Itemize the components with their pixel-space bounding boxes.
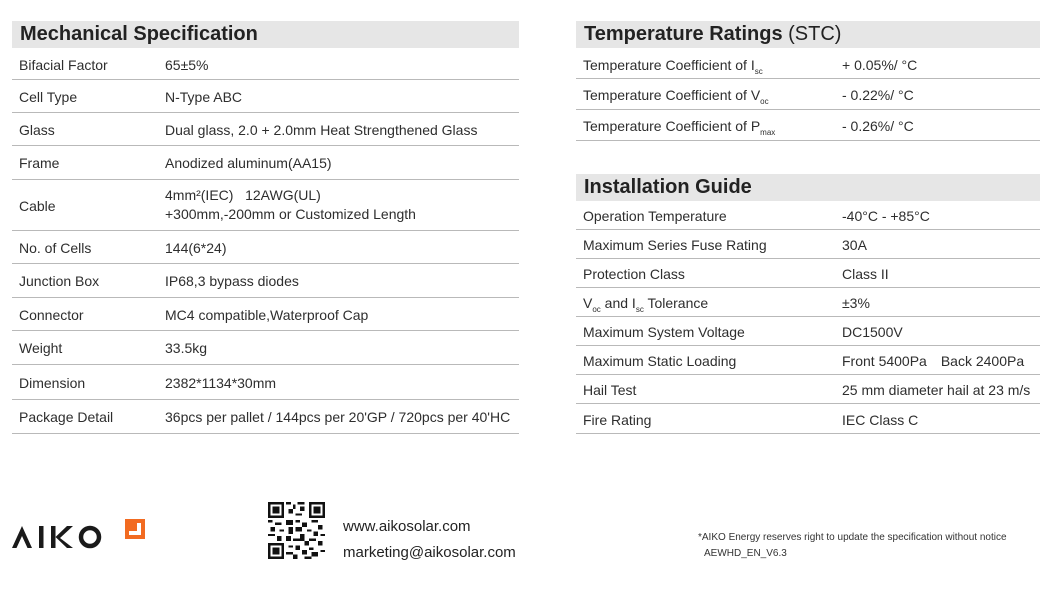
install-label [583, 295, 708, 314]
spec-value: 4mm²(IEC) 12AWG(UL) [165, 187, 321, 203]
spec-label: Package Detail [19, 409, 114, 425]
spec-label: Cell Type [19, 89, 78, 105]
install-label-part: Tolerance [643, 295, 709, 311]
spec-label: Weight [19, 340, 63, 356]
temp-label-sub: sc [754, 66, 763, 76]
temp-label [583, 87, 769, 106]
install-label: Maximum Static Loading [583, 353, 737, 369]
install-row-fire-rating [576, 404, 1040, 434]
installation-guide-table [576, 201, 1040, 434]
email-link[interactable]: marketing@aikosolar.com [343, 544, 516, 561]
temp-value: - 0.26%/ °C [842, 118, 914, 134]
spec-row-package-detail [12, 400, 519, 434]
spec-label: Bifacial Factor [19, 57, 108, 73]
temp-label-text: Temperature Coefficient of I [583, 57, 755, 73]
spec-label: Frame [19, 155, 60, 171]
install-value-front: Front 5400Pa [842, 353, 927, 369]
install-row-hail-test [576, 375, 1040, 404]
spec-row-weight [12, 331, 519, 365]
install-value-back: Back 2400Pa [940, 353, 1025, 369]
spec-label: Cable [19, 198, 56, 214]
spec-value: Anodized aluminum(AA15) [165, 155, 332, 171]
temperature-section-title [576, 21, 1040, 48]
install-label-sub: sc [635, 304, 644, 314]
temp-row-isc [576, 48, 1040, 79]
spec-label: Dimension [19, 375, 86, 391]
aiko-logo [12, 512, 152, 552]
temp-label-sub: max [760, 127, 776, 137]
spec-row-bifacial-factor [12, 48, 519, 80]
install-value: -40°C - +85°C [842, 208, 930, 224]
install-label: Protection Class [583, 266, 685, 282]
spec-value: N-Type ABC [165, 89, 243, 105]
spec-value-line2: +300mm,-200mm or Customized Length [165, 206, 416, 222]
spec-value: 36pcs per pallet / 144pcs per 20'GP / 720pcs per 40'HC [165, 409, 511, 425]
document-code: AEWHD_EN_V6.3 [704, 548, 787, 559]
install-row-system-voltage [576, 317, 1040, 346]
spec-row-cell-type [12, 80, 519, 113]
install-value: 30A [842, 237, 867, 253]
temp-label [583, 57, 763, 76]
spec-value: 33.5kg [165, 340, 208, 356]
temp-row-pmax [576, 110, 1040, 141]
temperature-title-suffix: (STC) [782, 23, 842, 45]
install-value [842, 353, 1024, 369]
install-label-sub: oc [592, 304, 601, 314]
install-row-tolerance [576, 288, 1040, 317]
spec-label: Junction Box [19, 273, 100, 289]
install-value: ±3% [842, 295, 870, 311]
spec-row-junction-box [12, 264, 519, 298]
website-link[interactable]: www.aikosolar.com [343, 518, 471, 535]
spec-row-cable [12, 180, 519, 231]
install-label: Hail Test [583, 382, 637, 398]
spec-row-dimension [12, 365, 519, 400]
spec-row-no-of-cells [12, 231, 519, 264]
aiko-logo-mark [12, 512, 152, 552]
temp-label-text: Temperature Coefficient of P [583, 118, 761, 134]
install-label: Maximum Series Fuse Rating [583, 237, 767, 253]
temp-value: + 0.05%/ °C [842, 57, 918, 73]
temp-label-sub: oc [760, 96, 769, 106]
disclaimer-notice: *AIKO Energy reserves right to update the specification without notice [698, 532, 1007, 543]
install-value: Class II [842, 266, 889, 282]
install-value: 25 mm diameter hail at 23 m/s [842, 382, 1031, 398]
install-row-operation-temperature [576, 201, 1040, 230]
install-label-part: V [583, 295, 593, 311]
install-row-static-loading [576, 346, 1040, 375]
install-label: Fire Rating [583, 412, 652, 428]
temperature-ratings-table [576, 48, 1040, 141]
mechanical-spec-table [12, 48, 519, 434]
spec-label: Connector [19, 307, 84, 323]
spec-value: MC4 compatible,Waterproof Cap [165, 307, 369, 323]
install-row-protection-class [576, 259, 1040, 288]
spec-value: 144(6*24) [165, 240, 227, 256]
installation-title-text: Installation Guide [584, 176, 752, 198]
mechanical-section-title [12, 21, 519, 48]
installation-section-title [576, 174, 1040, 201]
spec-label: No. of Cells [19, 240, 92, 256]
temp-label [583, 118, 775, 137]
spec-value: 65±5% [165, 57, 209, 73]
spec-value: IP68,3 bypass diodes [165, 273, 299, 289]
qr-code-icon [268, 502, 325, 559]
spec-value: 2382*1134*30mm [165, 375, 277, 391]
spec-value: Dual glass, 2.0 + 2.0mm Heat Strengthened Glass [165, 122, 478, 138]
install-label: Operation Temperature [583, 208, 727, 224]
temp-value: - 0.22%/ °C [842, 87, 914, 103]
spec-row-connector [12, 298, 519, 331]
mechanical-title-text: Mechanical Specification [20, 23, 258, 45]
spec-row-frame [12, 146, 519, 180]
spec-label: Glass [19, 122, 55, 138]
temp-row-voc [576, 79, 1040, 110]
spec-row-glass [12, 113, 519, 146]
install-label: Maximum System Voltage [583, 324, 745, 340]
temperature-title-text: Temperature Ratings [584, 23, 783, 45]
install-label-part: and I [600, 295, 636, 311]
install-value: DC1500V [842, 324, 903, 340]
install-value: IEC Class C [842, 412, 919, 428]
install-row-fuse-rating [576, 230, 1040, 259]
temp-label-text: Temperature Coefficient of V [583, 87, 761, 103]
